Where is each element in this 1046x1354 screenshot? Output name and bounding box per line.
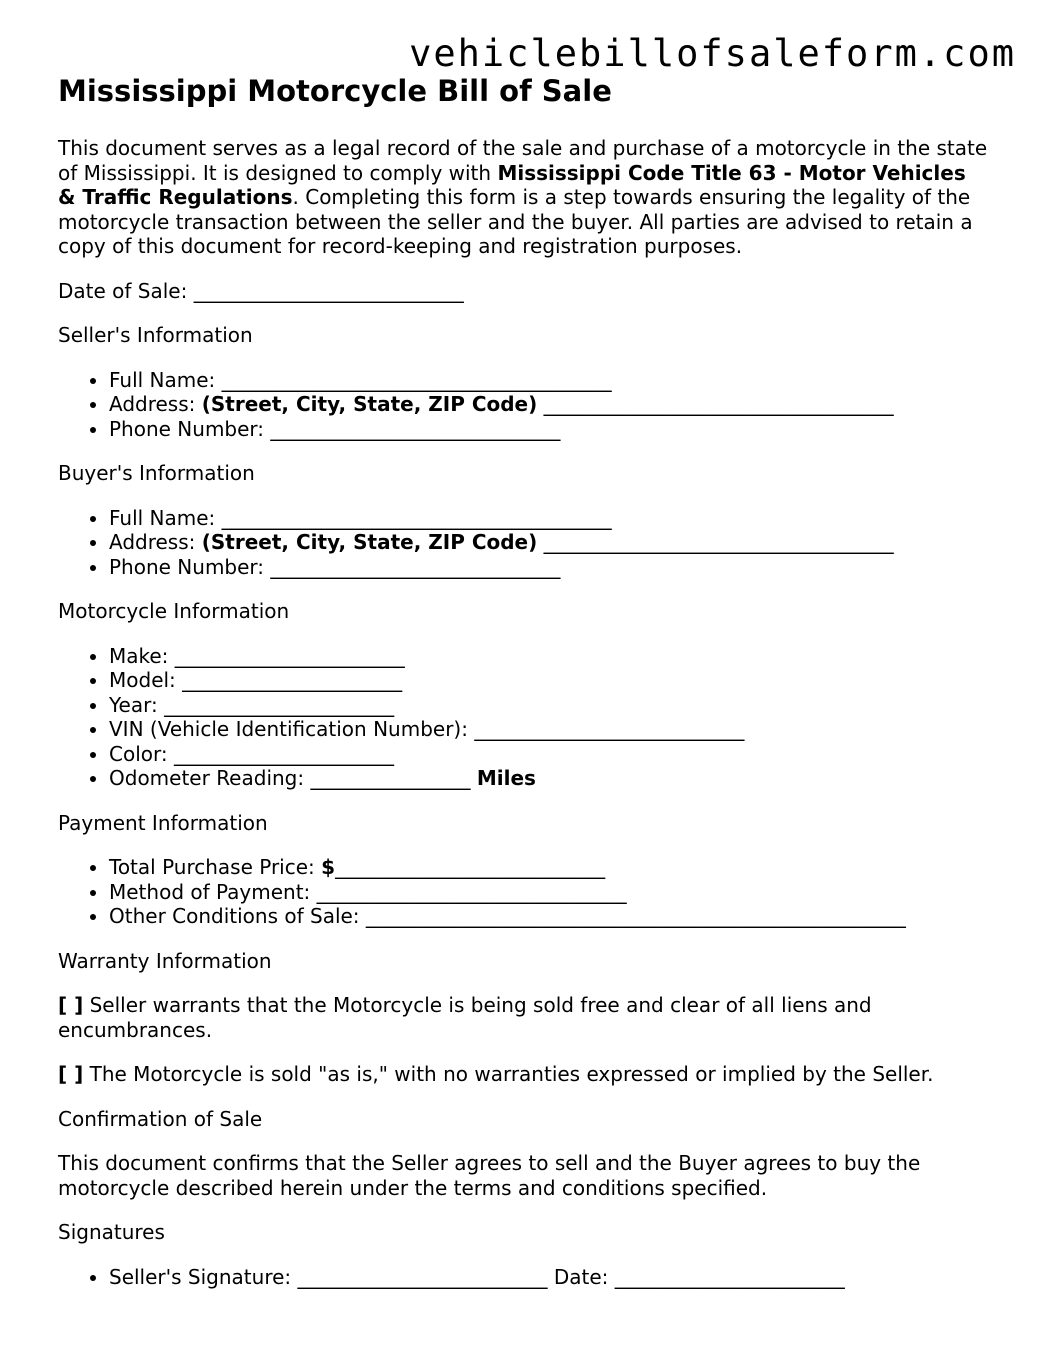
signatures-section-heading: Signatures — [58, 1220, 165, 1244]
warranty-option-as-is — [58, 1062, 988, 1087]
payment-fields-list — [58, 855, 988, 929]
buyer-phone-field[interactable]: • Phone Number: _____________________________ — [109, 555, 988, 580]
odometer-unit: Miles — [476, 766, 536, 790]
buyer-address-line[interactable]: ___________________________________ — [537, 530, 894, 554]
warranty-section-heading: Warranty Information — [58, 948, 272, 973]
total-price-field[interactable] — [109, 855, 988, 880]
intro-law-reference: Mississippi Code Title 63 - Motor Vehicles & Traffic Regulations — [58, 160, 966, 209]
year-field[interactable]: • Year: _______________________ — [109, 693, 988, 718]
seller-address-hint: (Street, City, State, ZIP Code) — [201, 392, 538, 416]
color-field[interactable]: • Color: ______________________ — [109, 742, 988, 767]
vin-field[interactable]: • VIN (Vehicle Identification Number): ___________________________ — [109, 717, 988, 742]
confirmation-text: This document confirms that the Seller agrees to sell and the Buyer agrees to buy the motorcycle described herein under the terms and conditions specified. — [58, 1151, 921, 1200]
signatures-list — [58, 1265, 988, 1290]
buyer-address-hint: (Street, City, State, ZIP Code) — [201, 530, 538, 554]
seller-full-name-field[interactable]: • Full Name: _______________________________________ — [109, 368, 988, 393]
model-field[interactable]: • Model: ______________________ — [109, 668, 988, 693]
confirmation-section-heading: Confirmation of Sale — [58, 1106, 263, 1131]
seller-phone-field[interactable]: • Phone Number: _____________________________ — [109, 417, 988, 442]
warranty-option-clear-title — [58, 993, 988, 1042]
total-price-label: Total Purchase Price: — [109, 855, 322, 879]
buyer-address-field[interactable] — [109, 530, 988, 555]
seller-section-heading: Seller's Information — [58, 323, 253, 347]
buyer-address-label: Address: — [109, 530, 202, 554]
warranty-text-2: The Motorcycle is sold "as is," with no warranties expressed or implied by the Seller. — [83, 1062, 934, 1086]
buyer-full-name-field[interactable]: • Full Name: _______________________________________ — [109, 506, 988, 531]
buyer-fields-list — [58, 506, 988, 580]
payment-section-heading: Payment Information — [58, 810, 268, 835]
warranty-checkbox-1[interactable]: [ ] — [58, 993, 84, 1017]
seller-address-field[interactable] — [109, 392, 988, 417]
seller-fields-list — [58, 368, 988, 442]
dollar-sign: $ — [321, 855, 336, 879]
document-title: Mississippi Motorcycle Bill of Sale — [58, 74, 612, 108]
motorcycle-section-heading: Motorcycle Information — [58, 599, 290, 623]
motorcycle-fields-list — [58, 644, 988, 791]
odometer-field[interactable] — [109, 766, 988, 791]
site-watermark: vehiclebillofsaleform.com — [409, 32, 1016, 75]
seller-address-label: Address: — [109, 392, 202, 416]
intro-text-1: This document serves as a legal record of the sale and purchase of a motorcycle in the state of Mississippi. It is designed to comply with — [58, 136, 988, 185]
warranty-text-1: Seller warrants that the Motorcycle is being sold free and clear of all liens and encumbrances. — [58, 993, 872, 1042]
seller-address-line[interactable]: ___________________________________ — [537, 392, 894, 416]
total-price-line[interactable]: ___________________________ — [335, 855, 606, 879]
warranty-checkbox-2[interactable]: [ ] — [58, 1062, 84, 1086]
make-field[interactable]: • Make: _______________________ — [109, 644, 988, 669]
payment-method-field[interactable]: • Method of Payment: _______________________________ — [109, 880, 988, 905]
intro-paragraph — [58, 136, 988, 259]
odometer-label: Odometer Reading: ________________ — [109, 766, 477, 790]
date-of-sale-field[interactable]: Date of Sale: ___________________________ — [58, 278, 464, 303]
buyer-section-heading: Buyer's Information — [58, 461, 255, 485]
seller-signature-field[interactable]: • Seller's Signature: _________________________ Date: _______________________ — [109, 1265, 988, 1290]
other-conditions-field[interactable]: • Other Conditions of Sale: ______________________________________________________ — [109, 904, 988, 929]
intro-text-2: . Completing this form is a step towards ensuring the legality of the motorcycle transaction between the seller and the buyer. All parties are advised to retain a copy of this document for record-keeping and registration purposes. — [58, 185, 973, 258]
document-page — [58, 72, 988, 1289]
